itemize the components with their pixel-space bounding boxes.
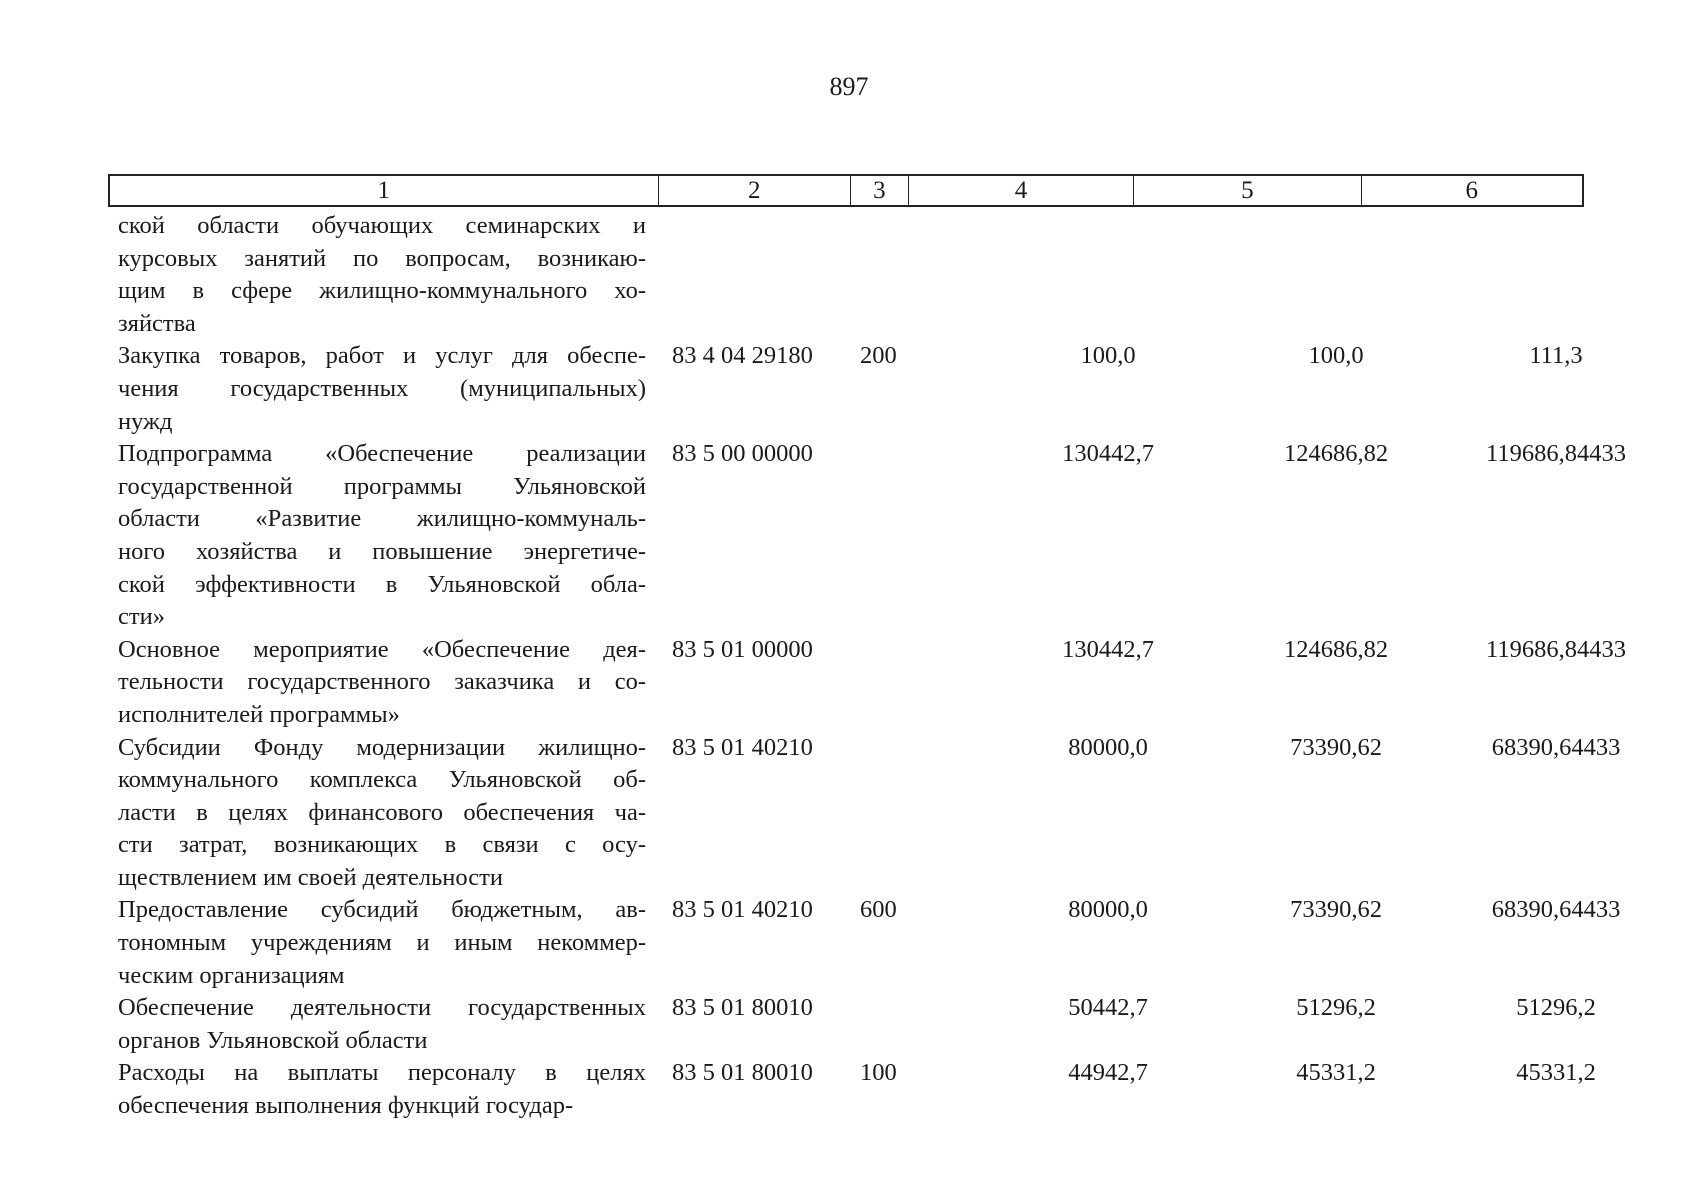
description-line: чения государственных (муниципальных)	[118, 374, 646, 402]
value-col5-cell: 73390,62	[1290, 896, 1382, 924]
budget-code-cell: 83 5 01 40210	[672, 896, 813, 924]
value-col4-cell: 130442,7	[1062, 440, 1154, 468]
value-col6-cell: 111,3	[1529, 342, 1583, 370]
expense-type-cell: 100	[860, 1059, 897, 1087]
description-line: исполнителей программы»	[118, 700, 400, 728]
value-col6-cell: 119686,84433	[1486, 440, 1626, 468]
description-line: государственной программы Ульяновской	[118, 472, 646, 500]
description-line: ской области обучающих семинарских и	[118, 212, 646, 239]
row-description	[118, 634, 646, 732]
value-col5-cell: 51296,2	[1296, 994, 1376, 1022]
value-col5-cell: 45331,2	[1296, 1059, 1376, 1087]
value-col4-cell: 100,0	[1080, 342, 1136, 370]
value-col4-cell: 80000,0	[1068, 896, 1148, 924]
budget-code-cell: 83 5 00 00000	[672, 440, 813, 468]
row-description	[118, 210, 646, 340]
header-cell-2: 2	[659, 176, 851, 205]
value-col6-cell: 45331,2	[1516, 1059, 1596, 1087]
budget-code-cell: 83 5 01 00000	[672, 635, 813, 663]
description-line: зяйства	[118, 309, 196, 337]
table-row	[118, 894, 1621, 992]
row-description	[118, 340, 646, 438]
description-line: органов Ульяновской области	[118, 1026, 428, 1054]
value-col4-cell: 50442,7	[1068, 994, 1148, 1022]
value-col4-cell: 44942,7	[1068, 1059, 1148, 1087]
table-header	[108, 174, 1584, 207]
header-cell-4: 4	[909, 176, 1134, 205]
value-col5-cell: 124686,82	[1283, 440, 1389, 468]
header-cell-1: 1	[110, 176, 659, 205]
description-line: обеспечения выполнения функций государ-	[118, 1092, 574, 1120]
row-description	[118, 894, 646, 992]
budget-code-cell: 83 5 01 80010	[672, 1059, 813, 1087]
value-col5-cell: 100,0	[1308, 342, 1364, 370]
description-line: Субсидии Фонду модернизации жилищно-	[118, 733, 646, 761]
budget-code-cell: 83 5 01 40210	[672, 733, 813, 761]
value-col6-cell: 68390,64433	[1491, 896, 1621, 924]
value-col6-cell: 51296,2	[1516, 994, 1596, 1022]
table-row	[118, 992, 1596, 1057]
budget-code-cell: 83 4 04 29180	[672, 342, 813, 370]
header-cell-5: 5	[1134, 176, 1361, 205]
description-line: Закупка товаров, работ и услуг для обеспе-	[118, 342, 646, 370]
description-line: ласти в целях финансового обеспечения ча-	[118, 798, 646, 826]
description-line: щим в сфере жилищно-коммунального хо-	[118, 277, 646, 305]
row-description	[118, 992, 646, 1057]
value-col4-cell: 80000,0	[1068, 733, 1148, 761]
row-description	[118, 438, 646, 634]
description-line: ской эффективности в Ульяновской обла-	[118, 570, 646, 598]
description-line: тономным учреждениям и иным некоммер-	[118, 929, 646, 957]
description-line: Основное мероприятие «Обеспечение дея-	[118, 635, 646, 663]
value-col6-cell: 68390,64433	[1491, 733, 1621, 761]
table-row	[118, 340, 1588, 438]
table-row	[118, 634, 1626, 732]
row-description	[118, 732, 646, 895]
description-line: сти»	[118, 603, 165, 631]
description-line: Предоставление субсидий бюджетным, ав-	[118, 896, 646, 924]
table-row	[118, 438, 1626, 634]
description-line: тельности государственного заказчика и со-	[118, 668, 646, 696]
header-cell-6: 6	[1465, 177, 1479, 204]
description-line: Обеспечение деятельности государственных	[118, 994, 646, 1022]
value-col5-cell: 124686,82	[1283, 635, 1389, 663]
header-cell-3: 3	[851, 176, 909, 205]
description-line: нужд	[118, 407, 173, 435]
description-line: коммунального комплекса Ульяновской об-	[118, 766, 646, 794]
description-line: области «Развитие жилищно-коммуналь-	[118, 505, 646, 533]
expense-type-cell: 200	[860, 342, 897, 370]
table-row	[118, 1057, 1596, 1122]
expense-type-cell: 600	[860, 896, 897, 924]
value-col4-cell: 130442,7	[1062, 635, 1154, 663]
description-line: сти затрат, возникающих в связи с осу-	[118, 831, 646, 859]
table-row	[118, 210, 1588, 340]
value-col6-cell: 119686,84433	[1486, 635, 1626, 663]
row-description	[118, 1057, 646, 1122]
value-col5-cell: 73390,62	[1290, 733, 1382, 761]
description-line: ществлением им своей деятельности	[118, 863, 503, 891]
table-body	[118, 210, 1626, 1123]
description-line: Подпрограмма «Обеспечение реализации	[118, 440, 646, 468]
description-line: ческим организациям	[118, 961, 345, 989]
table-row	[118, 732, 1621, 895]
description-line: Расходы на выплаты персоналу в целях	[118, 1059, 646, 1087]
page-number: 897	[829, 72, 869, 101]
description-line: ного хозяйства и повышение энергетиче-	[118, 537, 646, 565]
budget-code-cell: 83 5 01 80010	[672, 994, 813, 1022]
description-line: курсовых занятий по вопросам, возникаю-	[118, 244, 646, 272]
